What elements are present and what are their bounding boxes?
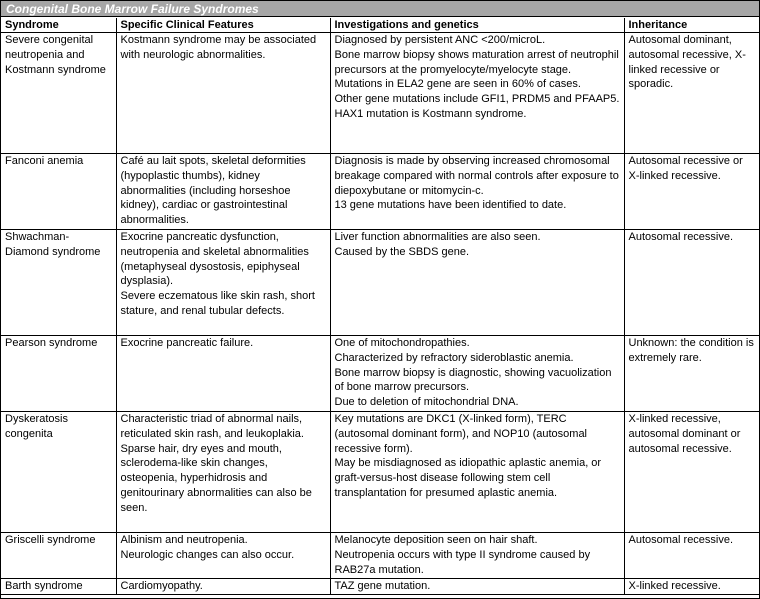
header-features: Specific Clinical Features: [116, 18, 330, 33]
investigation-line: Bone marrow biopsy shows maturation arrest of neutrophil precursors at the promyelocyte/myelocyte stage.: [334, 48, 619, 76]
cell-features: [116, 533, 330, 579]
cell-inheritance: Autosomal dominant, autosomal recessive, X-linked recessive or sporadic.: [624, 33, 759, 154]
cell-features: [116, 336, 330, 412]
investigation-line: Bone marrow biopsy is diagnostic, showing vacuolization of bone marrow precursors.: [334, 366, 612, 394]
investigation-line: Key mutations are DKC1 (X-linked form), TERC (autosomal dominant form), and NOP10 (autosomal recessive form).: [334, 413, 588, 455]
cell-syndrome: Severe congenital neutropenia and Kostmann syndrome: [1, 33, 116, 154]
table-row: [1, 533, 759, 579]
investigation-line: TAZ gene mutation.: [334, 580, 431, 592]
feature-line: Neurologic changes can also occur.: [120, 548, 295, 561]
cell-inheritance: Autosomal recessive or X-linked recessive.: [624, 154, 759, 230]
header-syndrome: Syndrome: [1, 18, 116, 33]
header-row: [1, 18, 759, 33]
investigation-line: Diagnosis is made by observing increased chromosomal breakage compared with normal controls after exposure to diepoxybutane or mitomycin-c.: [334, 155, 619, 197]
investigation-line: May be misdiagnosed as idiopathic aplastic anemia, or graft-versus-host disease following stem cell transplantation for presumed aplastic anemia.: [334, 457, 602, 499]
cell-features: [116, 579, 330, 595]
investigation-line: Neutropenia occurs with type II syndrome caused by RAB27a mutation.: [334, 548, 591, 576]
header-inheritance: Inheritance: [624, 18, 759, 33]
investigation-line: Melanocyte deposition seen on hair shaft.: [334, 534, 538, 546]
cell-inheritance: X-linked recessive, autosomal dominant or autosomal recessive.: [624, 412, 759, 533]
cell-syndrome: Shwachman-Diamond syndrome: [1, 230, 116, 336]
feature-line: Cardiomyopathy.: [120, 580, 203, 592]
feature-line: Sparse hair, dry eyes and mouth, sclerodema-like skin changes, osteopenia, hyperhidrosis and genitourinary abnormalities can also be seen.: [120, 442, 312, 514]
cell-investigations: [330, 336, 624, 412]
feature-line: Severe eczematous like skin rash, short stature, and renal tubular defects.: [120, 290, 315, 317]
table-title: Congenital Bone Marrow Failure Syndromes: [1, 1, 759, 17]
cell-investigations: [330, 154, 624, 230]
cell-inheritance: X-linked recessive.: [624, 579, 759, 595]
cell-features: [116, 230, 330, 336]
investigation-line: Characterized by refractory sideroblastic anemia.: [334, 351, 574, 364]
investigation-line: Diagnosed by persistent ANC <200/microL.: [334, 34, 546, 46]
feature-line: Exocrine pancreatic failure.: [120, 337, 254, 349]
table-row: [1, 336, 759, 412]
feature-line: Characteristic triad of abnormal nails, reticulated skin rash, and leukoplakia.: [120, 413, 304, 440]
cell-features: [116, 154, 330, 230]
feature-line: Kostmann syndrome may be associated with neurologic abnormalities.: [120, 34, 317, 61]
cell-investigations: [330, 533, 624, 579]
table-row: [1, 412, 759, 533]
cell-features: [116, 412, 330, 533]
cell-inheritance: Unknown: the condition is extremely rare.: [624, 336, 759, 412]
cell-investigations: [330, 579, 624, 595]
cell-investigations: [330, 33, 624, 154]
feature-line: Exocrine pancreatic dysfunction, neutropenia and skeletal abnormalities (metaphyseal dysostosis, epiphyseal dysplasia).: [120, 231, 309, 288]
investigation-line: Due to deletion of mitochondrial DNA.: [334, 396, 519, 409]
feature-line: Café au lait spots, skeletal deformities (hypoplastic thumbs), kidney abnormalities (including horseshoe kidney), cardiac or gastrointestinal abnormalities.: [120, 155, 306, 227]
cell-investigations: [330, 412, 624, 533]
table-row: [1, 33, 759, 154]
investigation-line: Liver function abnormalities are also seen.: [334, 231, 541, 243]
cell-syndrome: Pearson syndrome: [1, 336, 116, 412]
investigation-line: One of mitochondropathies.: [334, 337, 470, 349]
header-investigations: Investigations and genetics: [330, 18, 624, 33]
cell-syndrome: Barth syndrome: [1, 579, 116, 595]
cell-inheritance: Autosomal recessive.: [624, 230, 759, 336]
cell-investigations: [330, 230, 624, 336]
cell-features: [116, 33, 330, 154]
cell-syndrome: Griscelli syndrome: [1, 533, 116, 579]
feature-line: Albinism and neutropenia.: [120, 534, 248, 546]
investigation-line: 13 gene mutations have been identified to date.: [334, 199, 567, 212]
cell-syndrome: Fanconi anemia: [1, 154, 116, 230]
investigation-line: Other gene mutations include GFI1, PRDM5 and PFAAP5.: [334, 93, 620, 106]
cell-inheritance: Autosomal recessive.: [624, 533, 759, 579]
cell-syndrome: Dyskeratosis congenita: [1, 412, 116, 533]
table-row: [1, 579, 759, 595]
investigation-line: HAX1 mutation is Kostmann syndrome.: [334, 107, 527, 120]
table-row: [1, 154, 759, 230]
syndromes-table: [1, 18, 759, 595]
table-row: [1, 230, 759, 336]
investigation-line: Caused by the SBDS gene.: [334, 245, 470, 258]
investigation-line: Mutations in ELA2 gene are seen in 60% of cases.: [334, 78, 581, 91]
